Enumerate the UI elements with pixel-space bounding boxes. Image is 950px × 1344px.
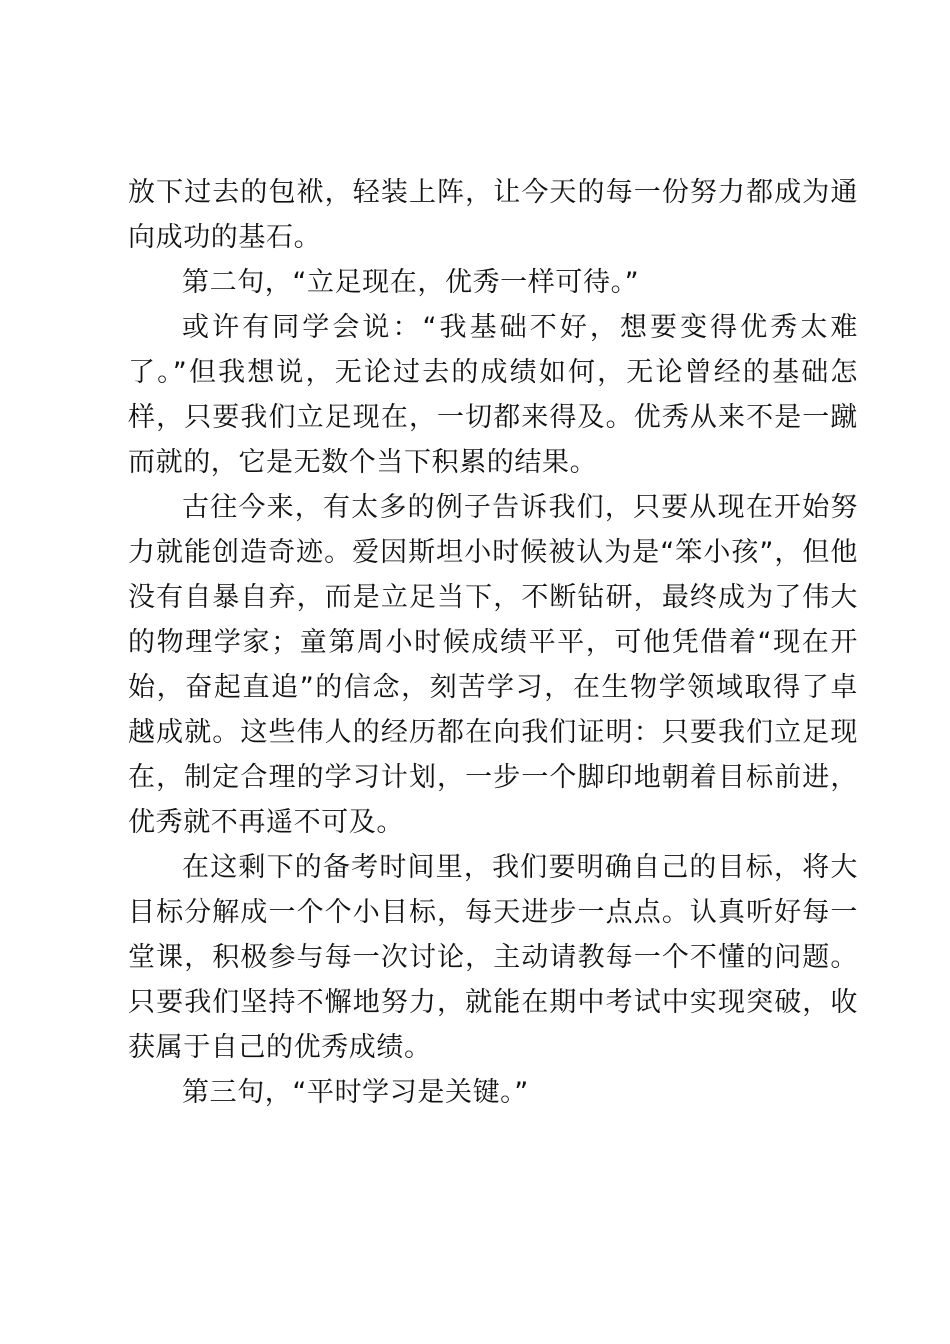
paragraph: 在这剩下的备考时间里，我们要明确自己的目标，将大目标分解成一个个小目标，每天进步一点点。认真听好每一堂课，积极参与每一次讨论，主动请教每一个不懂的问题。只要我们坚持不懈地努力，就能在期中考试中实现突破，收获属于自己的优秀成绩。 — [128, 852, 858, 1063]
section-heading-second: 第二句，“立足现在，优秀一样可待。” — [182, 267, 640, 298]
document-body — [128, 170, 858, 1115]
paragraph-continuation: 放下过去的包袱，轻装上阵，让今天的每一份努力都成为通向成功的基石。 — [128, 177, 858, 253]
paragraph: 或许有同学会说：“我基础不好，想要变得优秀太难了。”但我想说，无论过去的成绩如何，无论曾经的基础怎样，只要我们立足现在，一切都来得及。优秀从来不是一蹴而就的，它是无数个当下积累的结果。 — [128, 312, 858, 478]
paragraph: 古往今来，有太多的例子告诉我们，只要从现在开始努力就能创造奇迹。爱因斯坦小时候被认为是“笨小孩”，但他没有自暴自弃，而是立足当下，不断钻研，最终成为了伟大的物理学家；童第周小时候成绩平平，可他凭借着“现在开始，奋起直追”的信念，刻苦学习，在生物学领域取得了卓越成就。这些伟人的经历都在向我们证明：只要我们立足现在，制定合理的学习计划，一步一个脚印地朝着目标前进，优秀就不再遥不可及。 — [128, 492, 858, 838]
section-heading-third: 第三句，“平时学习是关键。” — [182, 1077, 529, 1108]
